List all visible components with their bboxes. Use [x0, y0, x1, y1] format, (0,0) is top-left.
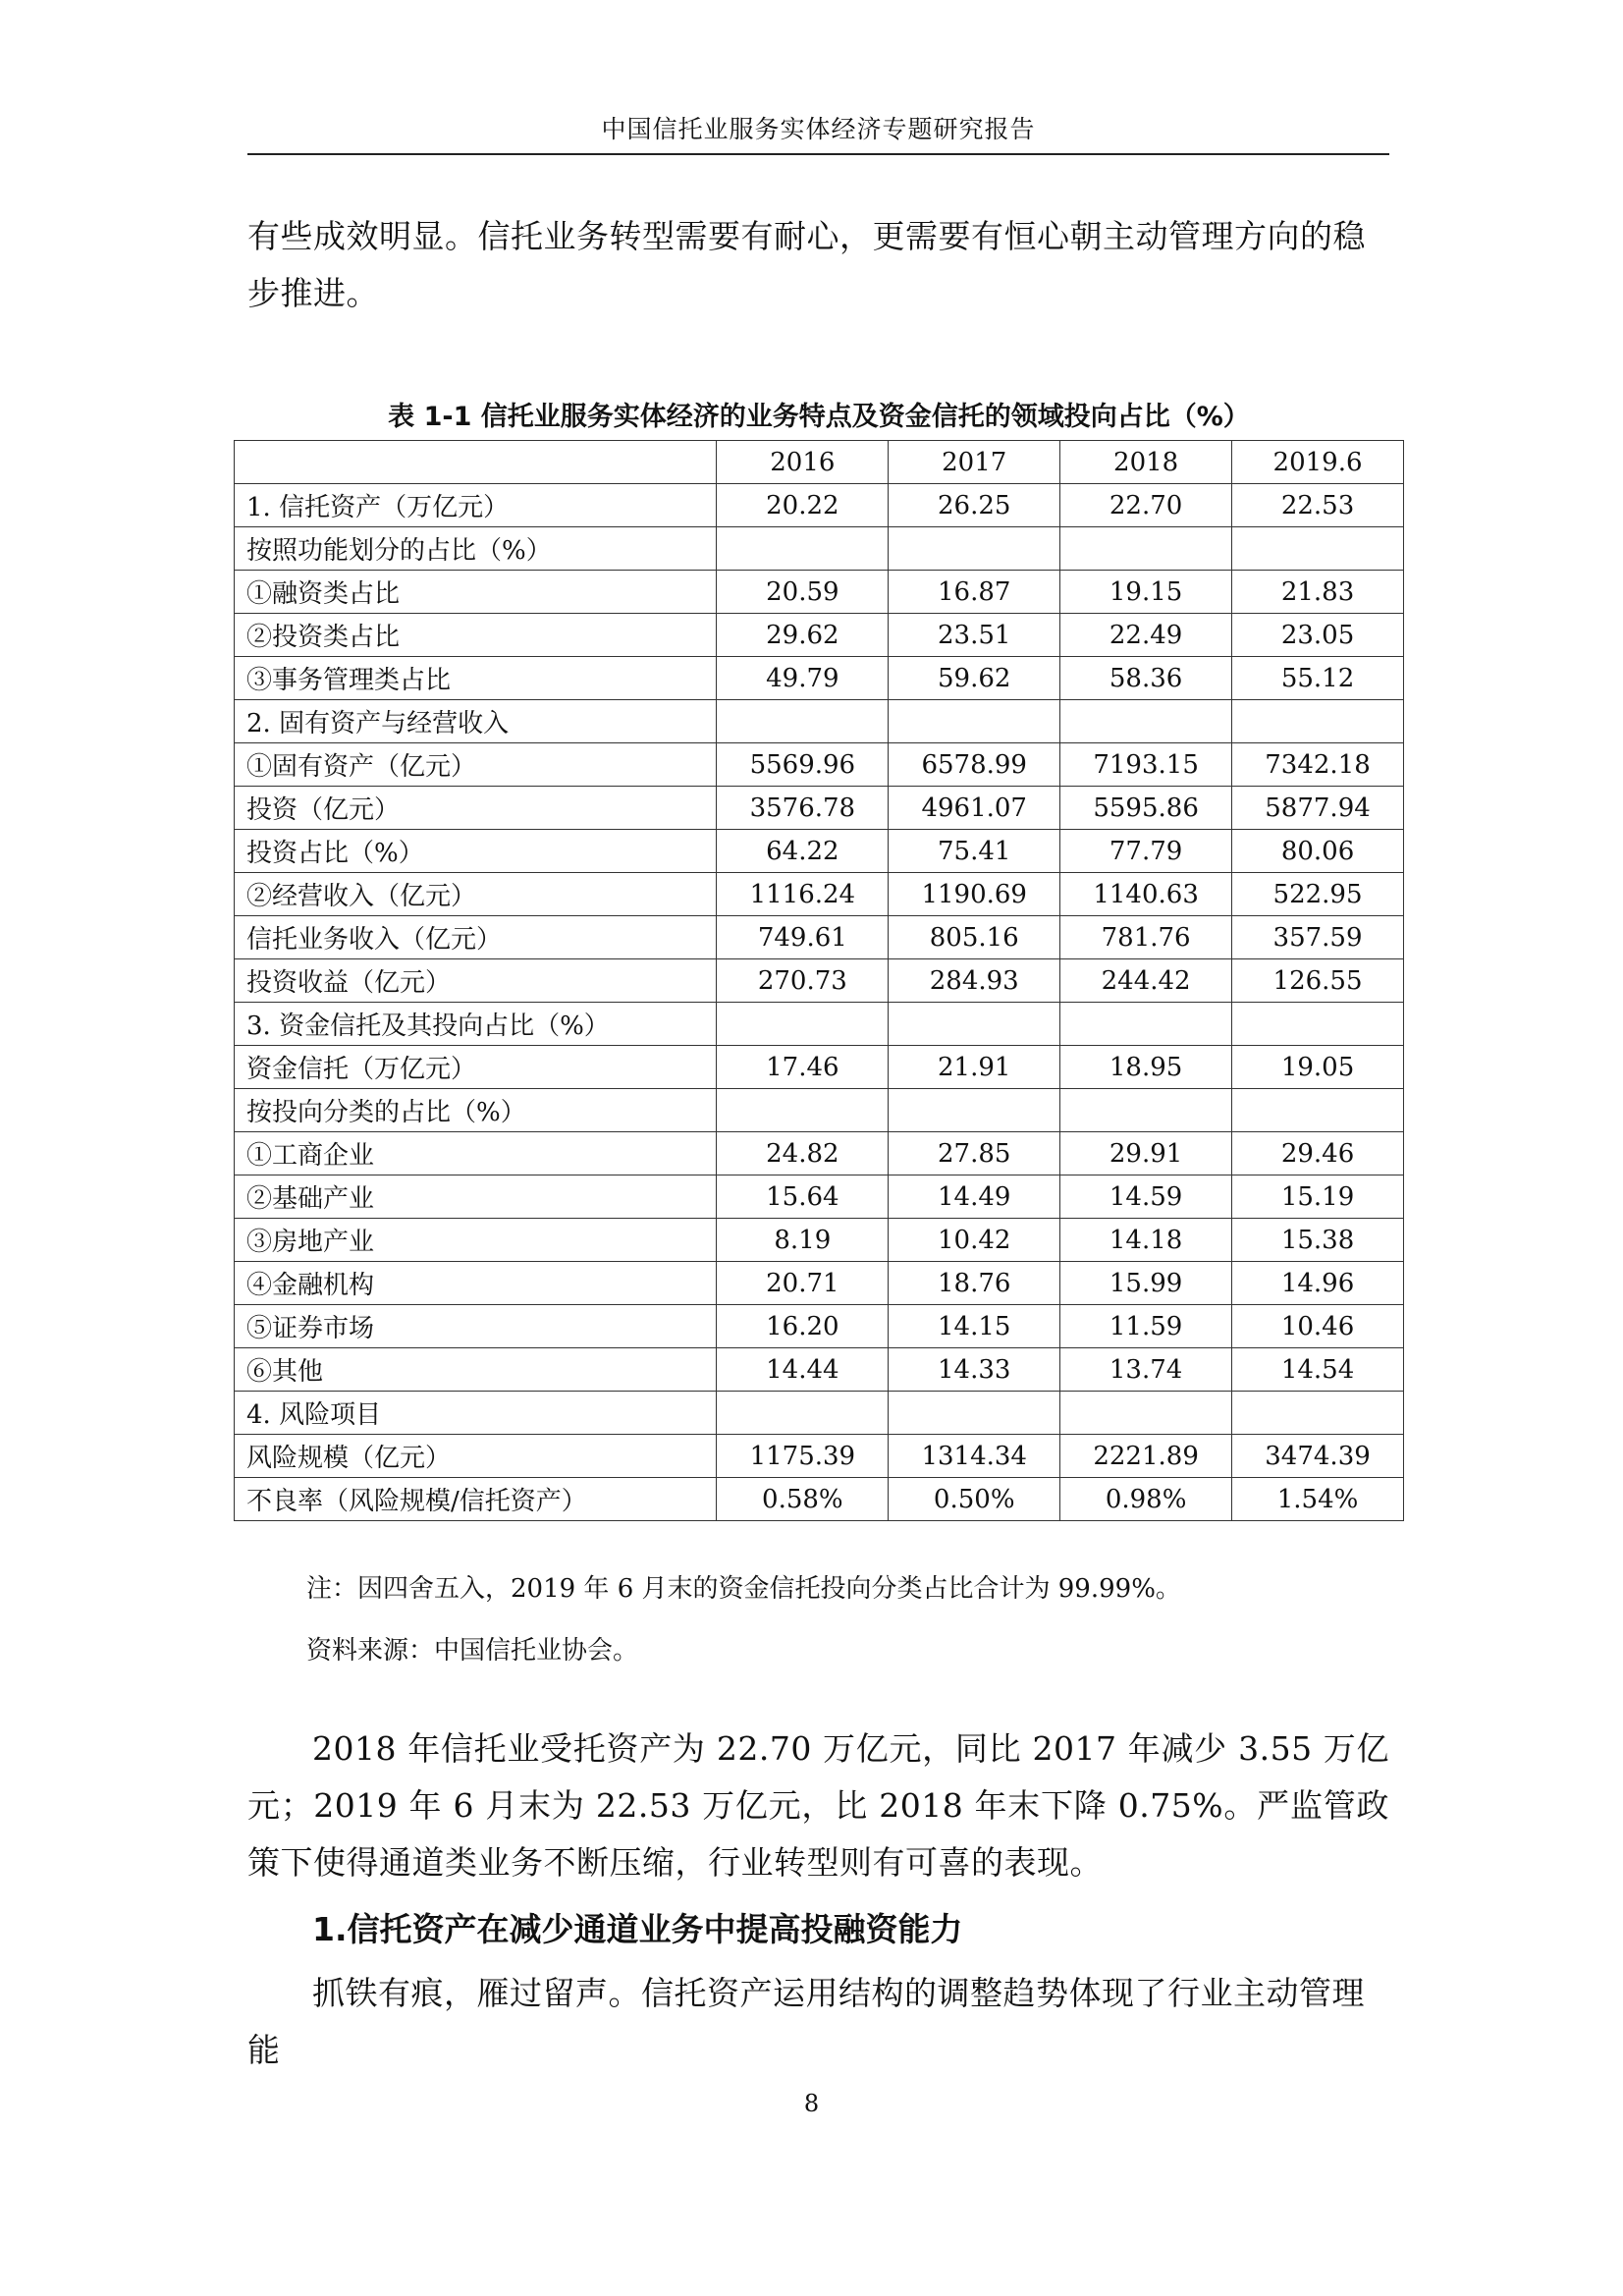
table-cell: 18.76 — [889, 1262, 1060, 1305]
table-cell: 29.91 — [1060, 1132, 1232, 1175]
table-row — [235, 614, 1404, 657]
table-cell: 14.44 — [717, 1348, 889, 1392]
table-cell — [1060, 700, 1232, 743]
table-cell: 15.64 — [717, 1175, 889, 1219]
table-cell: 59.62 — [889, 657, 1060, 700]
table-cell: 14.59 — [1060, 1175, 1232, 1219]
table-cell — [889, 527, 1060, 571]
row-label: ①工商企业 — [235, 1132, 717, 1175]
table-cell: 13.74 — [1060, 1348, 1232, 1392]
table-cell: 11.59 — [1060, 1305, 1232, 1348]
table-row — [235, 1175, 1404, 1219]
table-cell: 244.42 — [1060, 959, 1232, 1003]
table-cell: 10.46 — [1232, 1305, 1404, 1348]
table-cell: 10.42 — [889, 1219, 1060, 1262]
column-header: 2016 — [717, 441, 889, 484]
table-cell: 20.22 — [717, 484, 889, 527]
table-cell: 80.06 — [1232, 830, 1404, 873]
row-label: 投资占比（%） — [235, 830, 717, 873]
table-header-row — [235, 441, 1404, 484]
table-cell: 29.62 — [717, 614, 889, 657]
table-cell — [1232, 527, 1404, 571]
paragraph-body: 抓铁有痕，雁过留声。信托资产运用结构的调整趋势体现了行业主动管理能 — [247, 1974, 1365, 2069]
table-row — [235, 700, 1404, 743]
table-row — [235, 1348, 1404, 1392]
table-cell: 5595.86 — [1060, 787, 1232, 830]
table-row — [235, 527, 1404, 571]
row-label: 投资收益（亿元） — [235, 959, 717, 1003]
table-cell: 749.61 — [717, 916, 889, 959]
row-label: ②经营收入（亿元） — [235, 873, 717, 916]
row-label: ②基础产业 — [235, 1175, 717, 1219]
table-cell: 522.95 — [1232, 873, 1404, 916]
table-cell: 26.25 — [889, 484, 1060, 527]
table-row — [235, 1219, 1404, 1262]
table-cell — [889, 1089, 1060, 1132]
row-label: 投资（亿元） — [235, 787, 717, 830]
table-cell: 284.93 — [889, 959, 1060, 1003]
table-cell: 23.51 — [889, 614, 1060, 657]
table-cell: 22.53 — [1232, 484, 1404, 527]
table-row — [235, 657, 1404, 700]
table-cell: 14.18 — [1060, 1219, 1232, 1262]
table-row — [235, 571, 1404, 614]
table-cell: 23.05 — [1232, 614, 1404, 657]
table-cell: 8.19 — [717, 1219, 889, 1262]
table-caption: 表 1-1 信托业服务实体经济的业务特点及资金信托的领域投向占比（%） — [388, 402, 1250, 432]
table-cell: 14.54 — [1232, 1348, 1404, 1392]
paragraph-intro: 有些成效明显。信托业务转型需要有耐心，更需要有恒心朝主动管理方向的稳步推进。 — [247, 217, 1366, 312]
header-rule — [247, 153, 1389, 155]
table-row — [235, 1392, 1404, 1435]
table-cell: 15.19 — [1232, 1175, 1404, 1219]
table-cell: 1140.63 — [1060, 873, 1232, 916]
data-table — [234, 440, 1404, 1521]
table-cell: 5877.94 — [1232, 787, 1404, 830]
paragraph-summary: 2018 年信托业受托资产为 22.70 万亿元，同比 2017 年减少 3.55 万亿元；2019 年 6 月末为 22.53 万亿元，比 2018 年末下降 0.75%。严监管政策下使得通道类业务不断压缩，行业转型则有可喜的表现。 — [247, 1729, 1389, 1882]
table-cell — [1232, 1003, 1404, 1046]
table-note: 注：因四舍五入，2019 年 6 月末的资金信托投向分类占比合计为 99.99%。 — [306, 1574, 1181, 1604]
table-cell — [1060, 527, 1232, 571]
row-label: 4. 风险项目 — [235, 1392, 717, 1435]
table-cell — [889, 1003, 1060, 1046]
table-cell: 4961.07 — [889, 787, 1060, 830]
table-row — [235, 1305, 1404, 1348]
table-row — [235, 1262, 1404, 1305]
table-cell — [1060, 1003, 1232, 1046]
table-cell: 1175.39 — [717, 1435, 889, 1478]
table-row — [235, 873, 1404, 916]
table-cell: 19.05 — [1232, 1046, 1404, 1089]
table-cell: 27.85 — [889, 1132, 1060, 1175]
table-cell — [717, 1089, 889, 1132]
table-row — [235, 484, 1404, 527]
table-row — [235, 830, 1404, 873]
table-cell: 49.79 — [717, 657, 889, 700]
row-label: 资金信托（万亿元） — [235, 1046, 717, 1089]
table-cell: 55.12 — [1232, 657, 1404, 700]
column-header: 2019.6 — [1232, 441, 1404, 484]
table-cell: 270.73 — [717, 959, 889, 1003]
table-row — [235, 1003, 1404, 1046]
table-cell: 357.59 — [1232, 916, 1404, 959]
page-number: 8 — [803, 2090, 820, 2117]
row-label: ③房地产业 — [235, 1219, 717, 1262]
row-label: 风险规模（亿元） — [235, 1435, 717, 1478]
table-row — [235, 1046, 1404, 1089]
table-cell: 75.41 — [889, 830, 1060, 873]
row-label: 不良率（风险规模/信托资产） — [235, 1478, 717, 1521]
column-header: 2018 — [1060, 441, 1232, 484]
table-cell: 21.83 — [1232, 571, 1404, 614]
table-cell: 77.79 — [1060, 830, 1232, 873]
table-cell: 6578.99 — [889, 743, 1060, 787]
table-cell: 24.82 — [717, 1132, 889, 1175]
table-cell: 0.50% — [889, 1478, 1060, 1521]
row-label: 2. 固有资产与经营收入 — [235, 700, 717, 743]
row-label: ⑥其他 — [235, 1348, 717, 1392]
table-cell: 19.15 — [1060, 571, 1232, 614]
table-cell: 3474.39 — [1232, 1435, 1404, 1478]
row-label: 1. 信托资产（万亿元） — [235, 484, 717, 527]
column-header: 2017 — [889, 441, 1060, 484]
table-cell: 29.46 — [1232, 1132, 1404, 1175]
table-cell — [717, 1003, 889, 1046]
row-label: 按投向分类的占比（%） — [235, 1089, 717, 1132]
row-label: ⑤证券市场 — [235, 1305, 717, 1348]
table-cell: 16.87 — [889, 571, 1060, 614]
table-cell: 7342.18 — [1232, 743, 1404, 787]
table-cell — [1232, 700, 1404, 743]
table-row — [235, 1435, 1404, 1478]
table-cell: 14.49 — [889, 1175, 1060, 1219]
table-cell: 1.54% — [1232, 1478, 1404, 1521]
table-cell: 5569.96 — [717, 743, 889, 787]
section-heading: 1.信托资产在减少通道业务中提高投融资能力 — [312, 1910, 963, 1948]
table-row — [235, 787, 1404, 830]
table-corner-cell — [235, 441, 717, 484]
table-cell — [1060, 1089, 1232, 1132]
table-cell: 781.76 — [1060, 916, 1232, 959]
table-cell: 15.99 — [1060, 1262, 1232, 1305]
table-cell: 3576.78 — [717, 787, 889, 830]
table-cell: 7193.15 — [1060, 743, 1232, 787]
table-cell — [1060, 1392, 1232, 1435]
table-cell: 20.59 — [717, 571, 889, 614]
row-label: ①融资类占比 — [235, 571, 717, 614]
table-cell: 2221.89 — [1060, 1435, 1232, 1478]
table-cell: 18.95 — [1060, 1046, 1232, 1089]
row-label: ④金融机构 — [235, 1262, 717, 1305]
table-row — [235, 916, 1404, 959]
row-label: ②投资类占比 — [235, 614, 717, 657]
table-cell: 17.46 — [717, 1046, 889, 1089]
table-cell: 14.96 — [1232, 1262, 1404, 1305]
table-cell: 0.58% — [717, 1478, 889, 1521]
row-label: 3. 资金信托及其投向占比（%） — [235, 1003, 717, 1046]
table-cell — [717, 527, 889, 571]
table-cell: 14.15 — [889, 1305, 1060, 1348]
table-cell: 58.36 — [1060, 657, 1232, 700]
table-cell: 20.71 — [717, 1262, 889, 1305]
row-label: ③事务管理类占比 — [235, 657, 717, 700]
table-cell: 64.22 — [717, 830, 889, 873]
table-cell: 21.91 — [889, 1046, 1060, 1089]
row-label: 按照功能划分的占比（%） — [235, 527, 717, 571]
table-cell: 22.49 — [1060, 614, 1232, 657]
table-cell: 1116.24 — [717, 873, 889, 916]
table-cell: 805.16 — [889, 916, 1060, 959]
table-row — [235, 959, 1404, 1003]
table-row — [235, 1089, 1404, 1132]
table-cell: 1190.69 — [889, 873, 1060, 916]
table-cell: 1314.34 — [889, 1435, 1060, 1478]
table-cell — [889, 1392, 1060, 1435]
table-cell: 16.20 — [717, 1305, 889, 1348]
table-cell: 0.98% — [1060, 1478, 1232, 1521]
table-row — [235, 1132, 1404, 1175]
table-cell: 15.38 — [1232, 1219, 1404, 1262]
table-cell — [717, 700, 889, 743]
table-cell — [1232, 1089, 1404, 1132]
running-header: 中国信托业服务实体经济专题研究报告 — [601, 115, 1036, 143]
row-label: 信托业务收入（亿元） — [235, 916, 717, 959]
table-cell — [889, 700, 1060, 743]
table-cell: 14.33 — [889, 1348, 1060, 1392]
table-cell — [1232, 1392, 1404, 1435]
table-cell — [717, 1392, 889, 1435]
row-label: ①固有资产（亿元） — [235, 743, 717, 787]
table-cell: 126.55 — [1232, 959, 1404, 1003]
table-cell: 22.70 — [1060, 484, 1232, 527]
table-source: 资料来源：中国信托业协会。 — [306, 1636, 639, 1666]
table-row — [235, 743, 1404, 787]
table-row — [235, 1478, 1404, 1521]
